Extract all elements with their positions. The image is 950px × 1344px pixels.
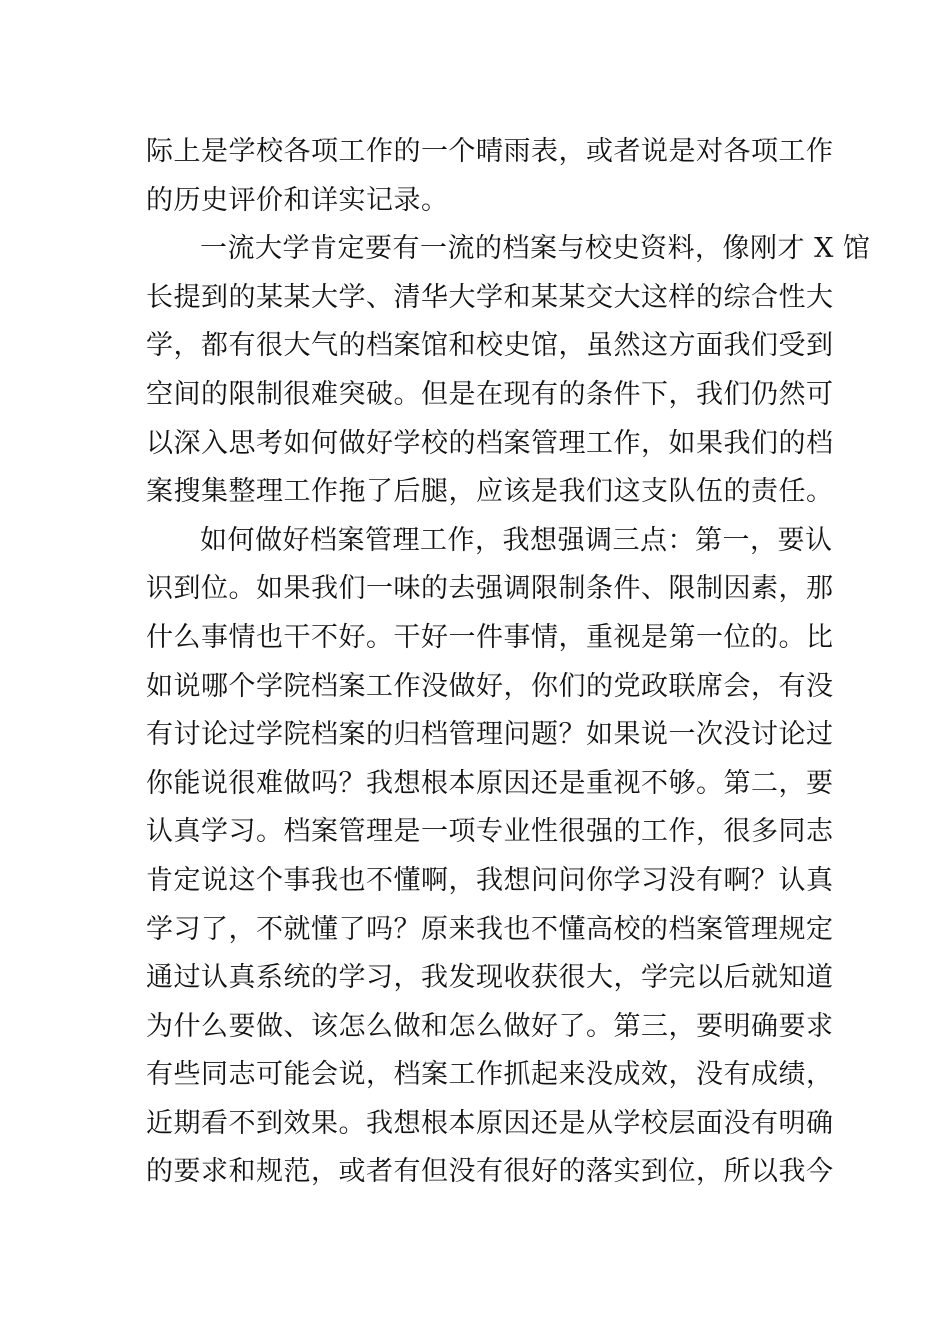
paragraph-2 (146, 225, 871, 517)
text-line: 通过认真系统的学习，我发现收获很大，学完以后就知道 (146, 962, 834, 994)
text-line: 为什么要做、该怎么做和怎么做好了。第三，要明确要求 (146, 1010, 834, 1042)
text-line: 空间的限制很难突破。但是在现有的条件下，我们仍然可 (146, 378, 834, 410)
text-line: 有些同志可能会说，档案工作抓起来没成效，没有成绩， (146, 1059, 834, 1091)
text-line: 认真学习。档案管理是一项专业性很强的工作，很多同志 (146, 816, 834, 848)
text-line: 如何做好档案管理工作，我想强调三点：第一，要认 (200, 524, 833, 556)
text-line: 一流大学肯定要有一流的档案与校史资料，像刚才 X 馆 (200, 233, 871, 265)
text-line: 学习了，不就懂了吗？原来我也不懂高校的档案管理规定 (146, 913, 834, 945)
body-text (146, 128, 871, 1197)
text-line: 的历史评价和详实记录。 (146, 184, 449, 216)
text-line: 的要求和规范，或者有但没有很好的落实到位，所以我今 (146, 1156, 834, 1188)
paragraph-3 (146, 517, 834, 1197)
text-line: 你能说很难做吗？我想根本原因还是重视不够。第二，要 (146, 767, 834, 799)
text-line: 以深入思考如何做好学校的档案管理工作，如果我们的档 (146, 427, 834, 459)
text-line: 近期看不到效果。我想根本原因还是从学校层面没有明确 (146, 1107, 834, 1139)
text-line: 际上是学校各项工作的一个晴雨表，或者说是对各项工作 (146, 136, 834, 167)
text-line: 案搜集整理工作拖了后腿，应该是我们这支队伍的责任。 (146, 476, 834, 508)
text-line: 有讨论过学院档案的归档管理问题？如果说一次没讨论过 (146, 719, 834, 751)
paragraph-1 (146, 128, 834, 225)
text-line: 肯定说这个事我也不懂啊，我想问问你学习没有啊？认真 (146, 864, 834, 896)
text-line: 识到位。如果我们一味的去强调限制条件、限制因素，那 (146, 573, 834, 605)
text-line: 什么事情也干不好。干好一件事情，重视是第一位的。比 (146, 621, 834, 653)
text-line: 长提到的某某大学、清华大学和某某交大这样的综合性大 (146, 281, 834, 313)
text-line: 学，都有很大气的档案馆和校史馆，虽然这方面我们受到 (146, 330, 834, 362)
text-line: 如说哪个学院档案工作没做好，你们的党政联席会，有没 (146, 670, 834, 702)
